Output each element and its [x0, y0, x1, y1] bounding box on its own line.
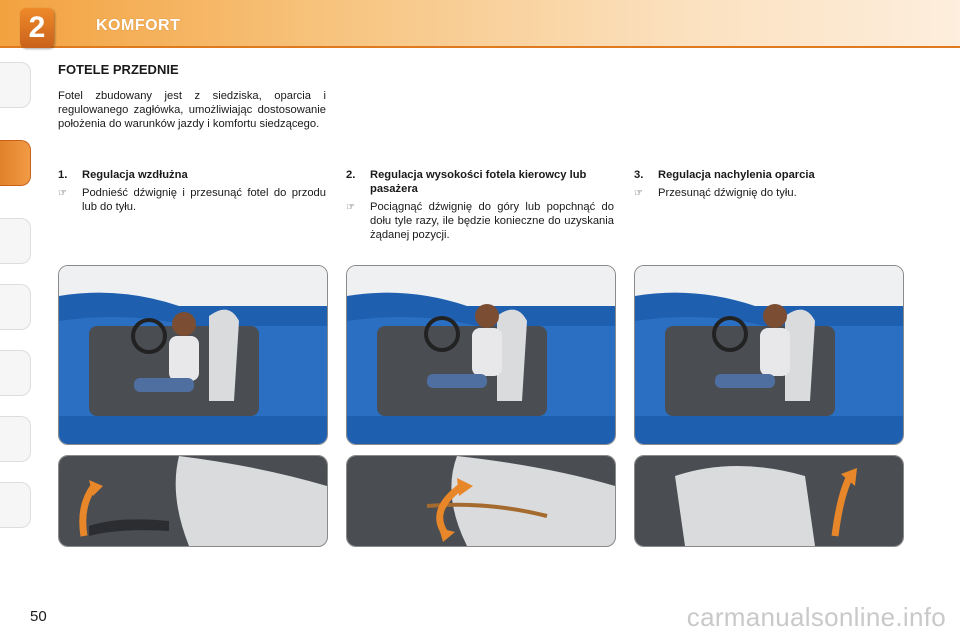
lever-detail-2 [346, 455, 616, 547]
step-heading: Regulacja wysokości fotela kierowcy lub pasażera [370, 169, 587, 195]
step-text: Pociągnąć dźwignię do góry lub popchnąć do dołu tyle razy, ile będzie konieczne do uzyskania żądanej pozycji. [370, 201, 614, 241]
lever-detail-1 [58, 455, 328, 547]
chapter-tab-active[interactable] [0, 140, 31, 186]
chapter-tab[interactable] [0, 482, 31, 528]
watermark: carmanualsonline.info [686, 602, 946, 632]
chapter-number-badge: 2 [20, 8, 54, 48]
hand-pointer-icon: ☞ [346, 202, 355, 213]
hand-pointer-icon: ☞ [58, 188, 67, 199]
step-heading: Regulacja nachylenia oparcia [658, 169, 815, 181]
chapter-tab[interactable] [0, 284, 31, 330]
chapter-tab[interactable] [0, 218, 31, 264]
car-seat-illustration-2 [346, 265, 616, 445]
chapter-tab[interactable] [0, 416, 31, 462]
step-number: 3. [634, 169, 644, 181]
page-number: 50 [30, 608, 47, 625]
step-number: 2. [346, 169, 356, 181]
step-text: Przesunąć dźwignię do tyłu. [658, 187, 797, 199]
step-text: Podnieść dźwignię i przesunąć fotel do przodu lub do tyłu. [82, 187, 326, 213]
header-divider [0, 46, 960, 48]
section-intro: Fotel zbudowany jest z siedziska, oparcia i regulowanego zagłówka, umożliwiając dostosowanie położenia do warunków jazdy i komfortu siedzącego. [58, 90, 326, 130]
instruction-column-1 [58, 168, 326, 214]
chapter-tabs [0, 62, 34, 582]
section-title: FOTELE PRZEDNIE [58, 62, 179, 77]
car-seat-illustration-3 [634, 265, 904, 445]
step-number: 1. [58, 169, 68, 181]
chapter-title: KOMFORT [96, 17, 181, 34]
car-seat-illustration-1 [58, 265, 328, 445]
hand-pointer-icon: ☞ [634, 188, 643, 199]
chapter-tab[interactable] [0, 350, 31, 396]
instruction-column-3 [634, 168, 902, 201]
lever-detail-3 [634, 455, 904, 547]
instruction-column-2 [346, 168, 614, 242]
chapter-tab[interactable] [0, 62, 31, 108]
step-heading: Regulacja wzdłużna [82, 169, 188, 181]
